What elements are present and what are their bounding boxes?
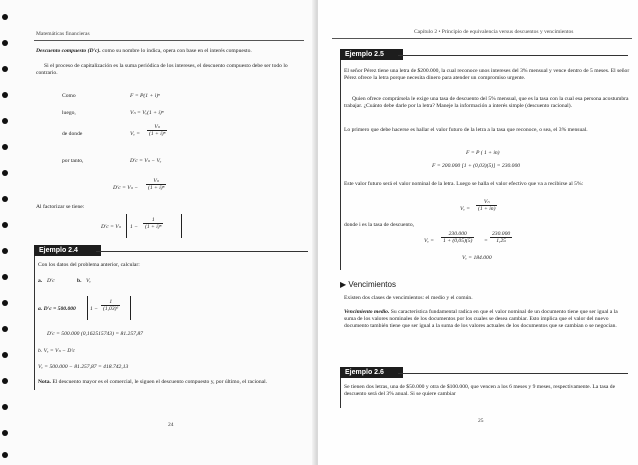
example-2-5-text: El señor Pérez tiene una letra de $200.000, la cual reconoce unos intereses del 3% mensual y vence dentro de 5 meses. El señor Pérez ofrece la letra porque necesita dinero para atender un compromiso urgente. [344, 68, 630, 81]
binding-hole [2, 14, 8, 20]
item-a-var: D'c [47, 278, 55, 284]
intro-paragraph-2: Si el proceso de capitalización es la suma periódica de los intereses, el descuento compuesto debe ser todo lo contrario. [36, 63, 288, 76]
numerator: Vₙ [476, 199, 497, 206]
denominator: (1 + i)ⁿ [148, 185, 165, 191]
formula-6-lhs: D'c = Vₙ [101, 224, 121, 230]
numerator: 1 [143, 217, 163, 224]
intro-paragraph [36, 48, 304, 55]
bracket-right [176, 214, 182, 238]
item-b-var: Vₑ [86, 278, 91, 284]
numerator: Vₙ [147, 124, 167, 131]
denominator: (1 + i)ⁿ [149, 131, 166, 137]
label-por-tanto: por tanto, [62, 158, 84, 164]
example-rule [398, 373, 628, 374]
header-rule [332, 38, 632, 39]
formula-result: Vₑ = 184.000 [462, 255, 492, 261]
intro-text: como su nombre lo indica, opera con base en el interés compuesto. [102, 48, 252, 54]
binding-hole [2, 40, 8, 46]
example-rule [96, 251, 308, 252]
example-2-4-text: Con los datos del problema anterior, calcular: [38, 262, 140, 268]
numerator: 230.000 [441, 231, 474, 238]
formula-calc-lhs: Vₑ = [424, 238, 435, 244]
formula-effective-lhs: Vₑ = [460, 206, 471, 212]
example-2-5-text-2: Quien ofrece comprársela le exige una tasa de descuento del 5% mensual, que es la tasa con la cual esa persona acostumbra trabajar. ¿Cuánto debe darle por la letra? Maneje la información a interés simple (descuento racional). [344, 96, 629, 109]
denominator: 1 + (0,05)(5) [443, 238, 473, 244]
formula-6-fraction [143, 217, 163, 230]
paragraph-1: Lo primero que debe hacerse es hallar el valor futuro de la letra a la tasa que reconoce, o sea, el 3% mensual. [344, 127, 588, 133]
formula-effective-fraction [476, 199, 497, 212]
denominator: (1 + in) [478, 206, 496, 212]
formula-calc-fraction-2 [490, 231, 512, 244]
page-number: 24 [168, 422, 174, 428]
formula-5-lhs: D'c = Vₙ − [113, 185, 139, 191]
page-number: 25 [478, 418, 484, 424]
solution-a-result: D'c = 500.000 (0,162515743) = 81.257,87 [47, 331, 143, 337]
label-luego: luego, [62, 110, 76, 116]
binding-hole [2, 430, 8, 436]
solution-b-lhs: b. Vₑ = Vₙ − D'c [38, 348, 75, 354]
binding-hole [2, 170, 8, 176]
intro-title: Descuento compuesto (D'c). [36, 48, 101, 54]
equals-sign: = [484, 238, 488, 244]
item-b-label: b. [77, 278, 82, 284]
solution-b-result: Vₑ = 500.000 − 81.257,87 = 418.742,13 [38, 364, 129, 370]
example-2-5-label: Ejemplo 2.5 [340, 49, 403, 60]
binding-hole [2, 118, 8, 124]
example-2-6-text: Se tienen dos letras, una de $50.000 y otra de $100.000, que vencen a los 6 meses y 9 meses, respectivamente. La tasa de descuento será del 3% anual. Si se quiere cambiar [344, 384, 616, 397]
numerator: 230.000 [492, 231, 511, 237]
formula-calc-fraction [441, 231, 474, 244]
label-factorizar: Al factorizar se tiene: [36, 204, 85, 210]
vencimiento-medio-text: Su característica fundamental radica en que el valor nominal de un documento tiene que ser igual a la suma de los valores nominales de los documentos por los cuales se desea cambiar. Esto implica que el valor del nuevo documento también tiene que ser igual a la suma de los valores actuales de los documentos que se cambian o se negocian. [344, 309, 618, 329]
left-page [0, 0, 318, 465]
example-rule [398, 55, 628, 56]
binding-hole [2, 326, 8, 332]
numerator: 1 [101, 299, 120, 306]
solution-a-fraction [101, 299, 120, 312]
vencimiento-medio-paragraph [344, 309, 630, 330]
solution-a-one: 1 − [90, 306, 98, 312]
section-title: Vencimientos [348, 280, 396, 289]
binding-hole [2, 452, 8, 458]
note-paragraph [38, 379, 304, 386]
binding-hole [2, 66, 8, 72]
section-heading [340, 280, 396, 289]
triangle-bullet-icon: ▶ [340, 280, 347, 289]
binding-hole [2, 352, 8, 358]
denominator: (1 + i)ⁿ [145, 224, 162, 230]
note-label: Nota. [38, 379, 51, 385]
label-donde: donde i es la tasa de descuento, [344, 222, 415, 228]
binding-hole [2, 144, 8, 150]
example-2-6-label: Ejemplo 2.6 [340, 367, 403, 378]
formula-4: D'c = Vₙ − Vₑ [130, 158, 162, 164]
formula-3-lhs: Vₑ = [130, 131, 141, 137]
bracket-right [126, 296, 131, 320]
note-text: El descuento mayor es el comercial, le siguen el descuento compuesto y, por último, el racional. [52, 379, 268, 385]
numerator: Vₙ [146, 178, 166, 185]
denominator: 1,25 [496, 238, 506, 244]
binding-hole [2, 378, 8, 384]
running-header: Matemáticas financieras [36, 31, 90, 37]
binding-hole [2, 274, 8, 280]
formula-future-value: F = P ( 1 + in) [466, 150, 500, 156]
running-header: Capítulo 2 • Principio de equivalencia versus descuentos y vencimientos [414, 29, 574, 35]
paragraph-2: Este valor futuro será el valor nominal de la letra. Luego se halla el valor efectivo que va a recibirse al 5%: [344, 181, 584, 187]
section-text: Existen dos clases de vencimientos: el medio y el común. [344, 295, 473, 301]
label-como: Como [62, 93, 76, 99]
formula-5-fraction [146, 178, 166, 191]
example-2-4-label: Ejemplo 2.4 [34, 245, 101, 256]
example-box-rule [340, 378, 341, 408]
binding-hole [2, 248, 8, 254]
formula-3-fraction [147, 124, 167, 137]
vencimiento-medio-title: Vencimiento medio. [344, 309, 390, 315]
denominator: (1,03)⁶ [103, 306, 119, 312]
example-box-rule [34, 256, 35, 390]
label-de-donde: de donde [62, 131, 83, 137]
binding-hole [2, 92, 8, 98]
example-box-rule [340, 60, 341, 270]
item-a-label: a. [38, 278, 43, 284]
binding-hole [2, 300, 8, 306]
header-rule [34, 40, 304, 41]
formula-future-value-calc: F = 200.000 [1 + (0,03)(5)] = 230.000 [432, 163, 521, 169]
binding-hole [2, 404, 8, 410]
formula-1: F = P(1 + i)ⁿ [130, 93, 160, 99]
solution-a-lhs: a. D'c = 500.000 [38, 306, 76, 312]
binding-holes [0, 0, 10, 465]
binding-hole [2, 196, 8, 202]
binding-hole [2, 222, 8, 228]
formula-2: Vₙ = Vₑ(1 + i)ⁿ [130, 110, 164, 116]
formula-6-one: 1 − [130, 224, 138, 230]
right-page [318, 0, 638, 465]
